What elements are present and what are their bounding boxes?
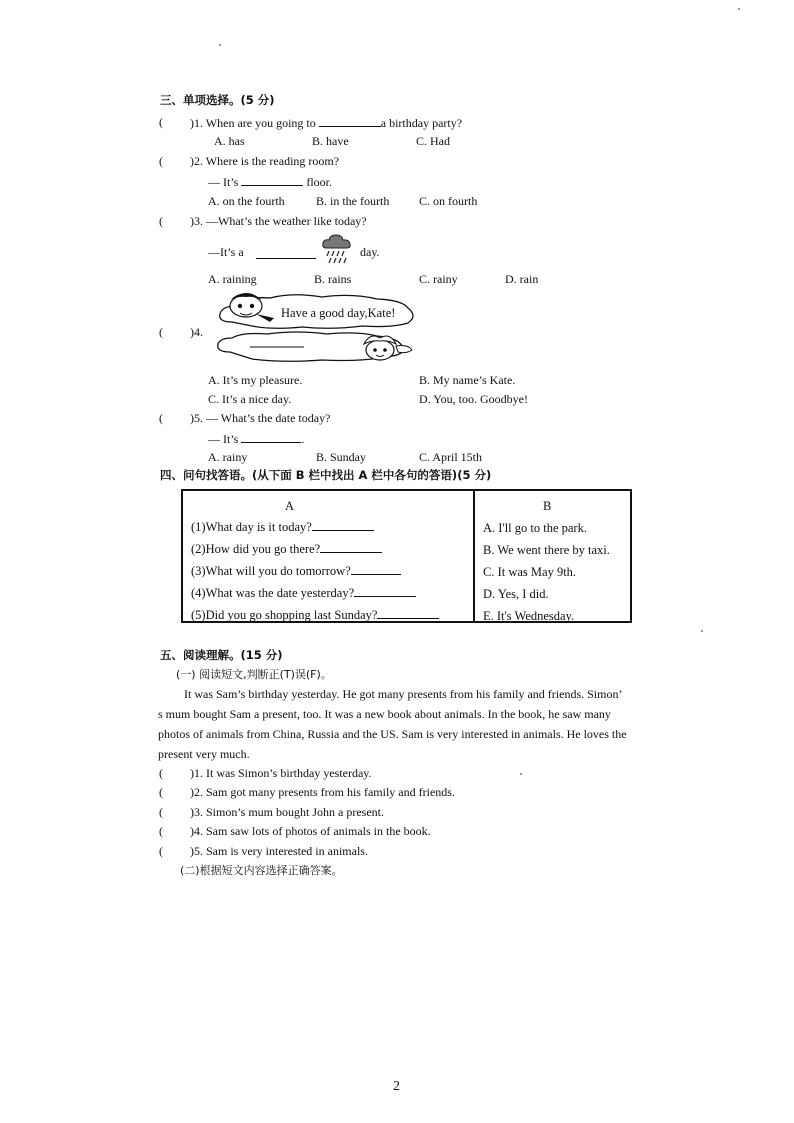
scan-speck	[738, 8, 740, 10]
tf2-paren[interactable]: (	[159, 785, 163, 799]
q1-text-after: a birthday party?	[380, 116, 463, 130]
q1-number: )1.	[190, 116, 203, 130]
q3-option-c: C. rainy	[419, 272, 458, 286]
col-a-item-2: (2)How did you go there?	[191, 542, 382, 556]
q1-text-before: When are you going to	[205, 116, 316, 130]
col-b-item-c: C. It was May 9th.	[483, 565, 577, 579]
col-a-blank-5[interactable]	[377, 608, 439, 619]
tf-item-4: )4. Sam saw lots of photos of animals in the book.	[190, 824, 431, 838]
scan-speck	[701, 630, 703, 632]
passage-line-1: It was Sam’s birthday yesterday. He got many presents from his family and friends. Simon’	[184, 687, 623, 701]
q3-answer-prefix: —It’s a	[208, 245, 244, 259]
q2-option-b: B. in the fourth	[316, 194, 390, 208]
tf-item-5: )5. Sam is very interested in animals.	[190, 844, 368, 858]
q5-text: — What’s the date today?	[206, 411, 331, 425]
scan-speck	[219, 44, 221, 46]
q1-option-b: B. have	[312, 134, 349, 148]
q3-option-d: D. rain	[505, 272, 539, 286]
q3-stem	[190, 215, 367, 227]
col-a-blank-4[interactable]	[354, 586, 416, 597]
passage-line-3: photos of animals from China, Russia and the US. Sam is very interested in animals. He loves the	[158, 727, 627, 741]
passage-line-4: present very much.	[158, 747, 250, 761]
q4-answer-paren[interactable]: (	[159, 325, 163, 339]
rain-cloud-icon	[321, 232, 353, 268]
col-a-header: A	[285, 499, 295, 513]
col-a-item-4: (4)What was the date yesterday?	[191, 586, 416, 600]
q5-option-c: C. April 15th	[419, 450, 483, 464]
speech-bubble-illustration	[212, 288, 424, 372]
tf-item-3: )3. Simon’s mum bought John a present.	[190, 805, 384, 819]
q5-stem	[190, 412, 330, 424]
section3-heading: 三、单项选择。(5 分)	[160, 93, 275, 107]
part2-title: (二)根据短文内容选择正确答案。	[180, 864, 343, 877]
q5-answer-prefix: — It’s	[208, 432, 239, 446]
tf1-paren[interactable]: (	[159, 766, 163, 780]
q1-blank[interactable]	[319, 116, 381, 127]
q5-blank[interactable]	[241, 432, 301, 443]
tf5-paren[interactable]: (	[159, 844, 163, 858]
q2-option-a: A. on the fourth	[208, 194, 285, 208]
col-a-item-1: (1)What day is it today?	[191, 520, 374, 534]
q2-stem	[190, 155, 339, 167]
q3-number: )3.	[190, 214, 203, 228]
q5-option-a: A. rainy	[208, 450, 248, 464]
tf-item-2: )2. Sam got many presents from his family and friends.	[190, 785, 455, 799]
q2-blank[interactable]	[241, 175, 303, 186]
tf-item-1: )1. It was Simon’s birthday yesterday.	[190, 766, 372, 780]
col-a-blank-2[interactable]	[320, 542, 382, 553]
q5-number: )5.	[190, 411, 203, 425]
passage-line-2: s mum bought Sam a present, too. It was a new book about animals. In the book, he saw many	[158, 707, 611, 721]
q2-answer-paren[interactable]: (	[159, 154, 163, 168]
q4-number: )4.	[190, 325, 203, 339]
q3-option-b: B. rains	[314, 272, 352, 286]
scan-speck	[520, 773, 522, 775]
q3-blank[interactable]	[256, 248, 316, 259]
q1-option-c: C. Had	[416, 134, 450, 148]
matching-table	[181, 489, 632, 623]
section4-heading: 四、问句找答语。(从下面 B 栏中找出 A 栏中各句的答语)(5 分)	[160, 468, 492, 482]
q4-option-b: B. My name’s Kate.	[419, 373, 516, 387]
part1-title: (一) 阅读短文,判断正(T)误(F)。	[176, 668, 332, 681]
q5-answer-line	[208, 432, 304, 445]
q4-option-a: A. It’s my pleasure.	[208, 373, 303, 387]
q2-number: )2.	[190, 154, 203, 168]
q2-option-c: C. on fourth	[419, 194, 478, 208]
table-divider	[473, 491, 475, 621]
page-number: 2	[393, 1079, 400, 1094]
q1-answer-paren[interactable]: (	[159, 115, 163, 129]
q4-bubble-text: Have a good day,Kate!	[281, 306, 396, 320]
col-b-item-a: A. I'll go to the park.	[483, 521, 587, 535]
q2-text: Where is the reading room?	[205, 154, 340, 168]
q1-stem	[190, 116, 462, 129]
q5-answer-suffix: .	[301, 432, 305, 446]
q2-answer-line	[208, 175, 332, 188]
q3-option-a: A. raining	[208, 272, 257, 286]
col-a-blank-3[interactable]	[351, 564, 401, 575]
col-a-blank-1[interactable]	[312, 520, 374, 531]
q1-option-a: A. has	[214, 134, 245, 148]
q2-answer-suffix: floor.	[306, 175, 333, 189]
col-b-item-b: B. We went there by taxi.	[483, 543, 610, 557]
q3-text: —What’s the weather like today?	[206, 214, 367, 228]
q2-answer-prefix: — It’s	[208, 175, 239, 189]
q3-answer-suffix: day.	[360, 245, 380, 259]
col-a-item-3: (3)What will you do tomorrow?	[191, 564, 401, 578]
col-b-item-e: E. It's Wednesday.	[483, 609, 575, 623]
tf4-paren[interactable]: (	[159, 824, 163, 838]
col-b-item-d: D. Yes, I did.	[483, 587, 549, 601]
tf3-paren[interactable]: (	[159, 805, 163, 819]
q5-answer-paren[interactable]: (	[159, 411, 163, 425]
q3-answer-paren[interactable]: (	[159, 214, 163, 228]
col-b-header: B	[543, 499, 552, 513]
col-a-item-5: (5)Did you go shopping last Sunday?	[191, 608, 439, 622]
q5-option-b: B. Sunday	[316, 450, 367, 464]
q4-option-d: D. You, too. Goodbye!	[419, 392, 529, 406]
q4-option-c: C. It’s a nice day.	[208, 392, 292, 406]
section5-heading: 五、阅读理解。(15 分)	[160, 648, 283, 662]
